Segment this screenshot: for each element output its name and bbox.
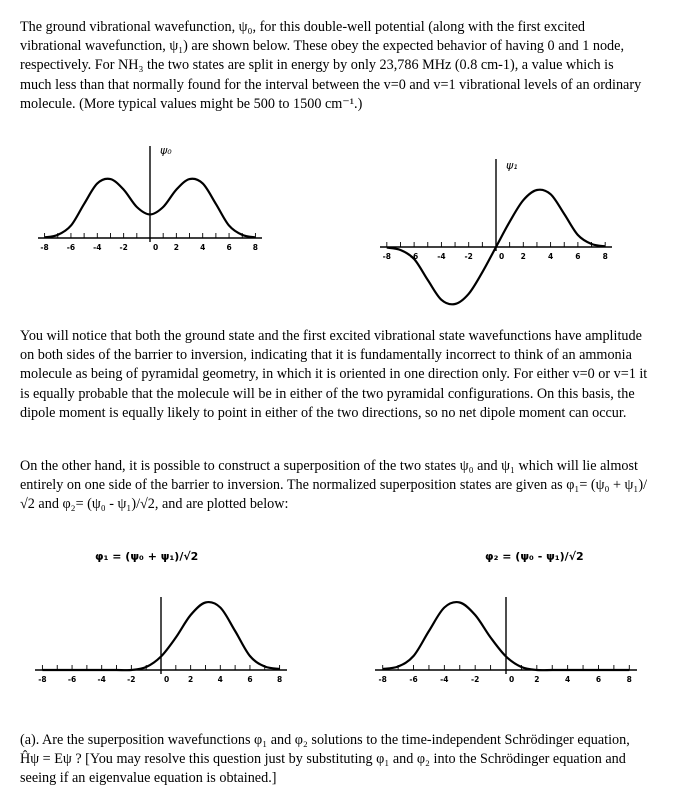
superposition-paragraph: On the other hand, it is possible to construct a superposition of the two states ψ₀ and ψ₁ which will lie almost entirely on one side of the barrier to inversion. The normalized superposition states are given as φ₁= (ψ₀ + ψ₁)/√2 and φ₂= (ψ₀ - ψ₁)/√2, and are plotted below:: [20, 458, 648, 513]
x-tick-label: 6: [226, 243, 232, 252]
notice-paragraph: You will notice that both the ground state and the first excited vibrational state wavefunctions have amplitude on both sides of the barrier to inversion, indicating that it is fundamentally incorrect to think of an ammonia molecule as being of pyramidal geometry, in which it is oriented in one direction only. For either v=0 or v=1 it is equally probable that the molecule will be in either of the two pyramidal configurations. On this basis, the dipole moment is equally likely to point in either of the two directions, so no net dipole moment can occur.: [20, 328, 648, 421]
x-tick-label: 2: [173, 243, 179, 252]
y-axis-label: ψ₀: [160, 144, 172, 157]
x-tick-label: -2: [471, 675, 480, 684]
x-tick-label: -6: [409, 252, 419, 261]
x-tick-label: 0: [499, 252, 505, 261]
question-paragraph: (a). Are the superposition wavefunctions φ₁ and φ₂ solutions to the time-independent Schrödinger equation, Ĥψ = Eψ ? [You may resolve this question just by substituting φ₁ and φ₂ into the Schrödinger equation and seeing if an eigenvalue equation is obtained.]: [20, 732, 630, 787]
x-tick-label: 4: [200, 243, 206, 252]
x-tick-label: -2: [127, 675, 136, 684]
x-tick-label: 4: [565, 675, 571, 684]
x-tick-label: -2: [119, 243, 128, 252]
x-tick-label: 0: [509, 675, 515, 684]
x-tick-label: 2: [534, 675, 540, 684]
x-tick-label: 6: [247, 675, 253, 684]
x-tick-label: -4: [440, 675, 449, 684]
psi0-plot: [30, 140, 270, 270]
x-tick-label: -4: [93, 243, 102, 252]
x-tick-label: 2: [520, 252, 526, 261]
x-tick-label: -2: [464, 252, 473, 261]
x-tick-label: -6: [66, 243, 76, 252]
x-tick-label: 4: [547, 252, 554, 261]
x-tick-label: 8: [602, 252, 608, 261]
x-tick-label: 0: [164, 675, 170, 684]
x-tick-label: 4: [217, 675, 223, 684]
phi2-plot: [365, 545, 645, 690]
x-tick-label: 6: [575, 252, 581, 261]
intro-paragraph: The ground vibrational wavefunction, ψ₀, for this double-well potential (along with the first excited vibrational wavefunction, ψ₁) are shown below. These obey the expected behavior of having 0 and 1 node, respectively. For NH₃ the two states are split in energy by only 23,786 MHz (0.8 cm-1), a value which is much less than that normally found for the interval between the v=0 and v=1 vibrational levels of an ordinary molecule. (More typical values might be 500 to 1500 cm⁻¹.): [20, 19, 642, 112]
x-tick-label: -4: [97, 675, 106, 684]
psi1-plot: [370, 155, 620, 315]
y-axis-label: ψ₁: [506, 159, 518, 172]
phi1-plot: [25, 545, 295, 690]
chart-title: φ₁ = (ψ₀ + ψ₁)/√2: [95, 550, 199, 563]
chart-title: φ₂ = (ψ₀ - ψ₁)/√2: [485, 550, 584, 563]
x-tick-label: -4: [437, 252, 446, 261]
x-tick-label: 6: [595, 675, 602, 684]
x-tick-label: -6: [409, 675, 418, 684]
x-tick-label: 8: [626, 675, 632, 684]
x-tick-label: -6: [67, 675, 77, 684]
x-tick-label: -8: [378, 675, 387, 684]
x-tick-label: 8: [276, 675, 283, 684]
x-tick-label: -8: [38, 675, 47, 684]
x-tick-label: 2: [188, 675, 194, 684]
x-tick-label: -8: [382, 252, 391, 261]
x-tick-label: 8: [252, 243, 259, 252]
x-tick-label: 0: [153, 243, 159, 252]
x-tick-label: -8: [40, 243, 49, 252]
